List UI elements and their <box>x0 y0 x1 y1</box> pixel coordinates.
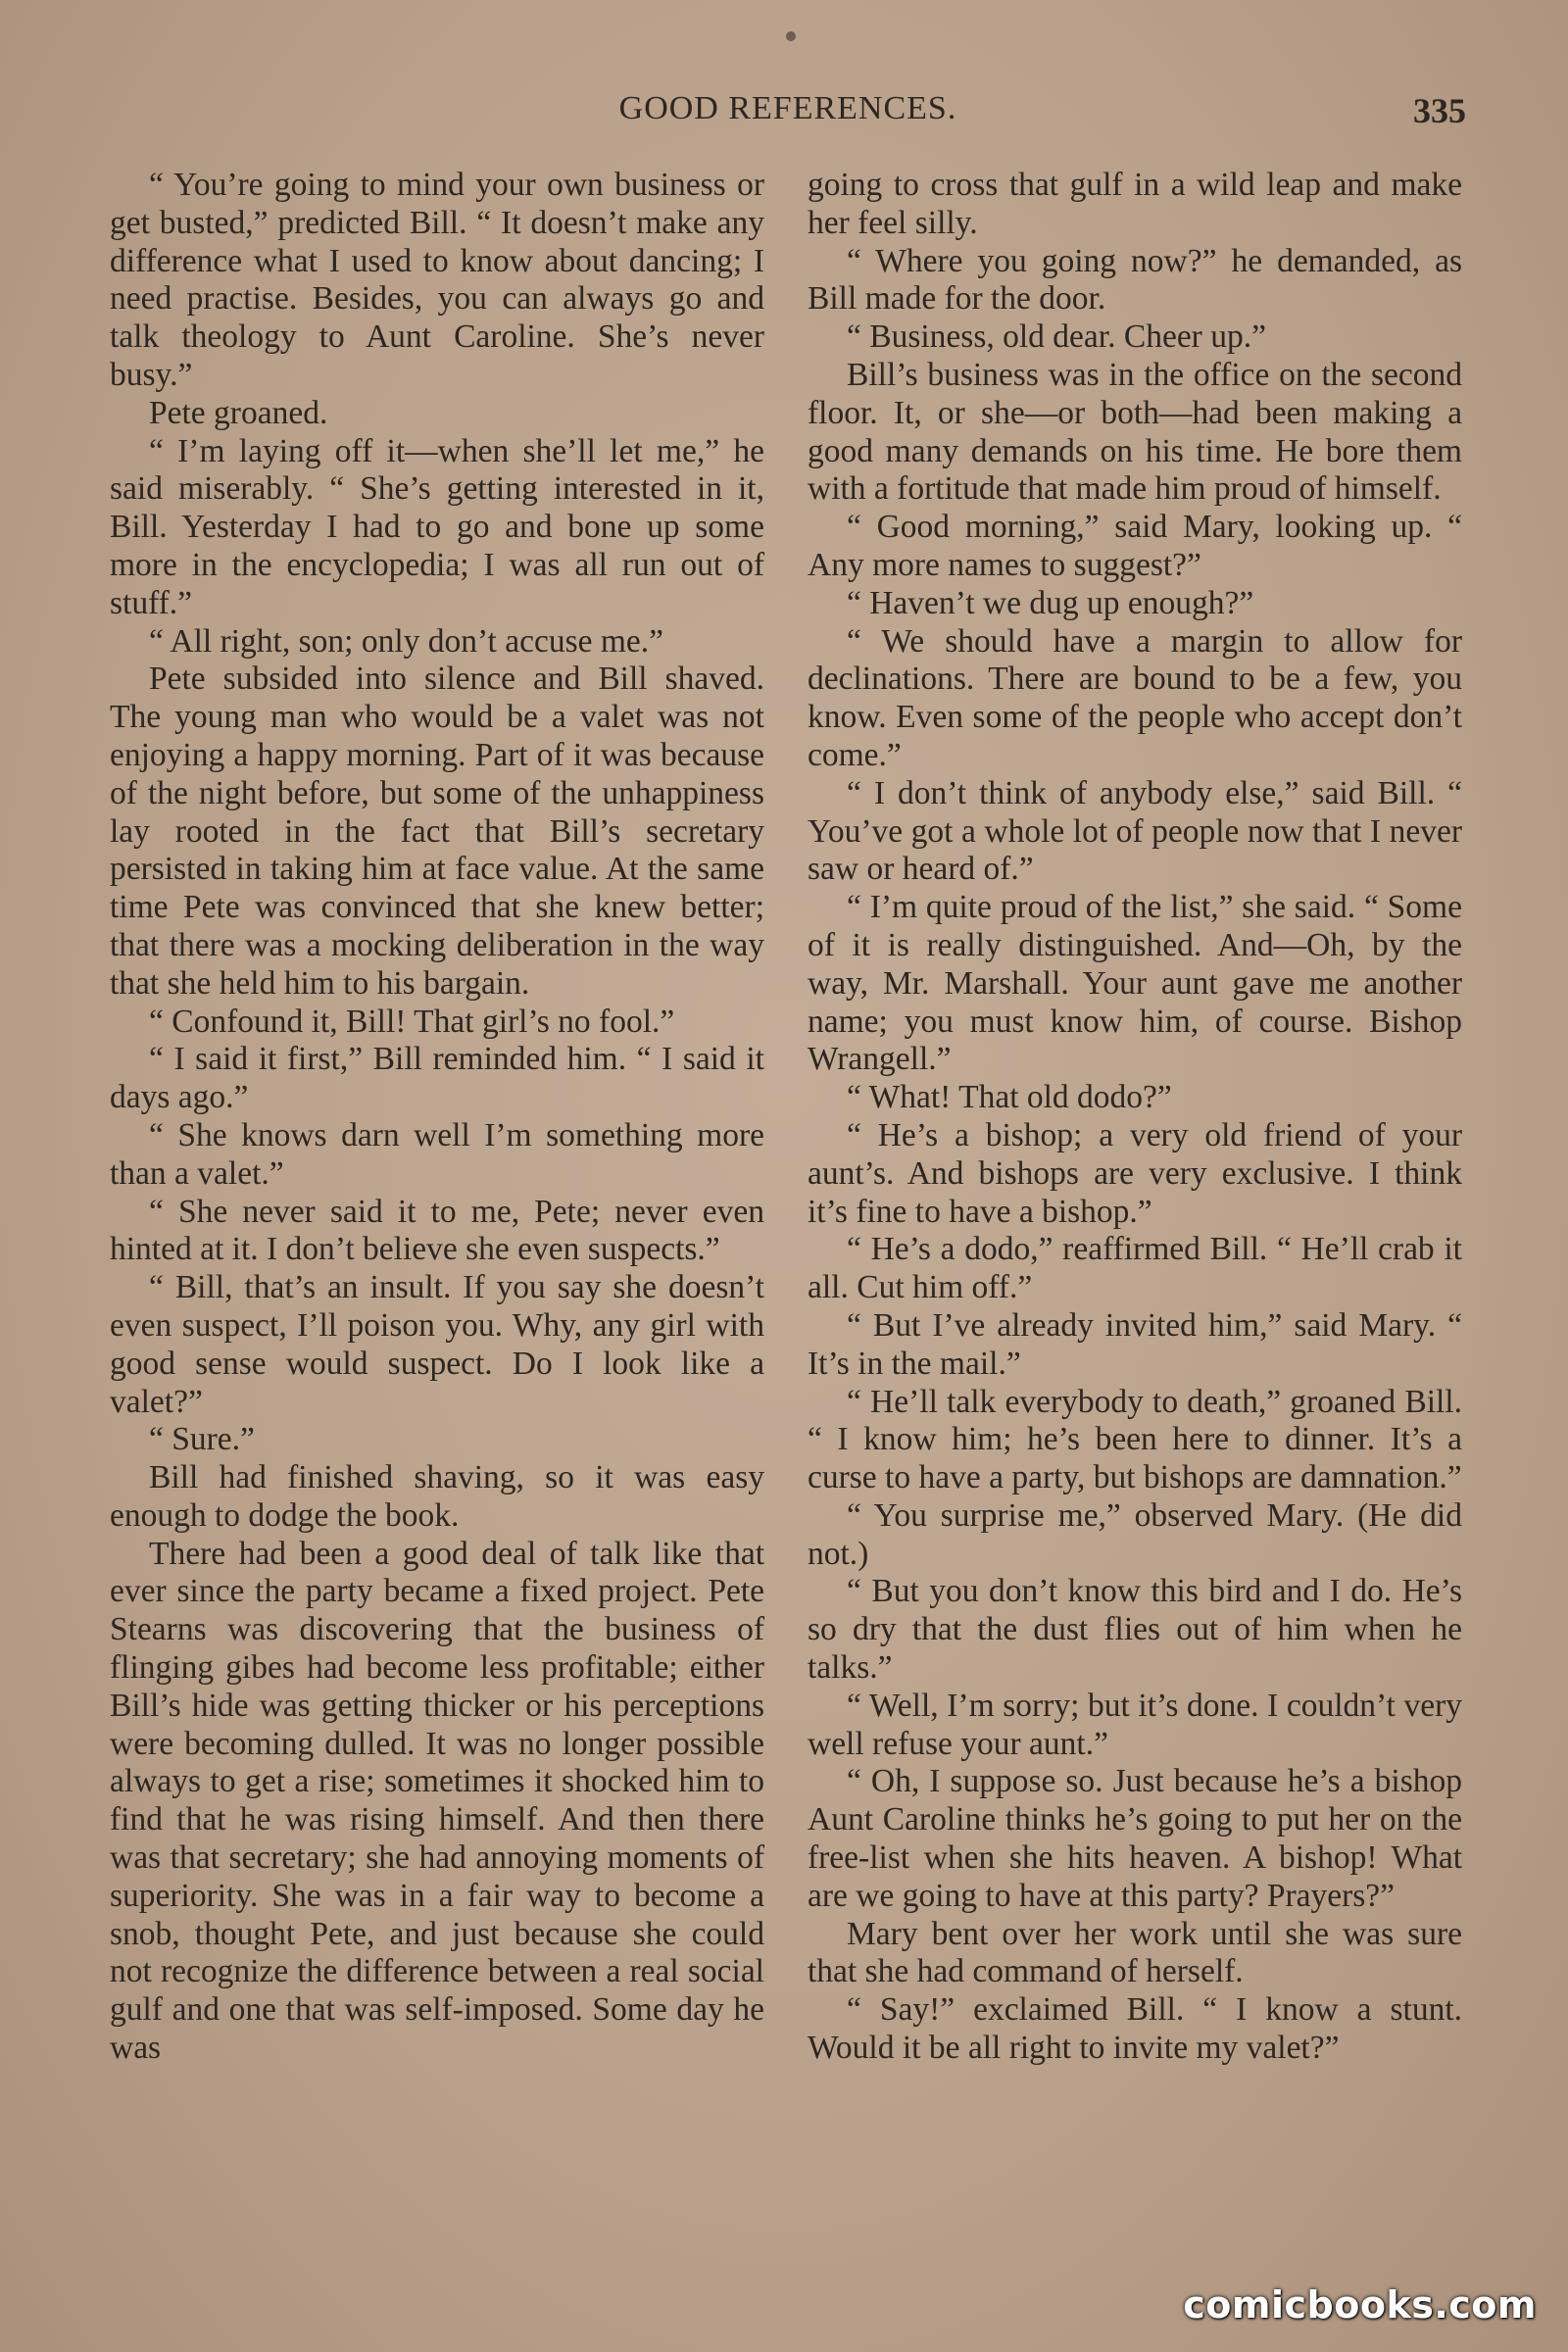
paragraph: “ She knows darn well I’m something more than a valet.” <box>110 1116 764 1192</box>
paragraph: “ Well, I’m sorry; but it’s done. I couldn’t very well refuse your aunt.” <box>808 1687 1462 1762</box>
paragraph: “ He’s a bishop; a very old friend of your aunt’s. And bishops are very exclusive. I think it’s fine to have a bishop.” <box>808 1116 1462 1230</box>
paragraph: Bill’s business was in the office on the second floor. It, or she—or both—had been making a good many demands on his time. He bore them with a fortitude that made him proud of himself. <box>808 356 1462 508</box>
paragraph: “ Sure.” <box>149 1421 255 1458</box>
paragraph: “ Business, old dear. Cheer up.” <box>847 318 1266 356</box>
paragraph: “ I said it first,” Bill reminded him. “ I said it days ago.” <box>110 1041 764 1116</box>
paragraph: “ Bill, that’s an insult. If you say she doesn’t even suspect, I’ll poison you. Why, any girl with good sense would suspect. Do I look like a valet?” <box>110 1269 764 1420</box>
paragraph: “ I’m quite proud of the list,” she said. “ Some of it is really distinguished. And—Oh, by the way, Mr. Marshall. Your aunt gave me another name; you must know him, of course. Bishop Wrangell.” <box>808 889 1462 1078</box>
paragraph: “ We should have a margin to allow for declinations. There are bound to be a few, you know. Even some of the people who accept don’t come.” <box>808 622 1462 773</box>
paragraph: “ She never said it to me, Pete; never even hinted at it. I don’t believe she even suspects.” <box>110 1193 764 1268</box>
paragraph: Bill had finished shaving, so it was easy enough to dodge the book. <box>110 1459 764 1534</box>
paragraph: “ But I’ve already invited him,” said Mary. “ It’s in the mail.” <box>808 1306 1462 1382</box>
paragraph: “ Haven’t we dug up enough?” <box>847 584 1254 621</box>
running-title: GOOD REFERENCES. <box>618 90 957 126</box>
paragraph: “ I’m laying off it—when she’ll let me,” he said miserably. “ She’s getting interested in it, Bill. Yesterday I had to go and bone up some more in the encyclopedia; I was all run out of stuff.” <box>110 432 764 621</box>
paragraph: “ Where you going now?” he demanded, as Bill made for the door. <box>808 242 1462 318</box>
paragraph: There had been a good deal of talk like that ever since the party became a fixed project. Pete Stearns was discovering that the business of flinging gibes had become less profitable; either Bill’s hide was getting thicker or his perceptions were becoming dulled. It was no longer possible always to get a rise; sometimes it shocked him to find that he was rising himself. And then there was that secretary; she had annoying moments of superiority. She was in a fair way to become a snob, thought Pete, and just because she could not recognize the difference between a real social gulf and one that was self-imposed. Some day he was <box>110 1535 764 2067</box>
page-number: 335 <box>1413 91 1466 130</box>
paragraph: “ But you don’t know this bird and I do. He’s so dry that the dust flies out of him when he talks.” <box>808 1573 1462 1687</box>
left-text-column <box>110 167 764 2068</box>
paragraph: going to cross that gulf in a wild leap and make her feel silly. <box>808 167 1462 241</box>
paragraph: Mary bent over her work until she was sure that she had command of herself. <box>808 1915 1462 1990</box>
paragraph: “ I don’t think of anybody else,” said Bill. “ You’ve got a whole lot of people now that I never saw or heard of.” <box>808 774 1462 888</box>
paragraph: “ He’s a dodo,” reaffirmed Bill. “ He’ll crab it all. Cut him off.” <box>808 1231 1462 1306</box>
paragraph: Pete groaned. <box>149 394 328 431</box>
paragraph: Pete subsided into silence and Bill shaved. The young man who would be a valet was not enjoying a happy morning. Part of it was because of the night before, but some of the unhappiness lay rooted in the fact that Bill’s secretary persisted in taking him at face value. At the same time Pete was convinced that she knew better; that there was a mocking deliberation in the way that she held him to his bargain. <box>110 661 764 1002</box>
paragraph: “ Oh, I suppose so. Just because he’s a bishop Aunt Caroline thinks he’s going to put her on the free-list when she hits heaven. A bishop! What are we going to have at this party? Prayers?” <box>808 1763 1462 1914</box>
watermark-text: comicbooks.com <box>1183 2283 1537 2327</box>
paragraph: “ Good morning,” said Mary, looking up. “ Any more names to suggest?” <box>808 509 1462 583</box>
paragraph: “ He’ll talk everybody to death,” groaned Bill. “ I know him; he’s been here to dinner. It’s a curse to have a party, but bishops are damnation.” <box>808 1383 1462 1496</box>
paragraph: “ You surprise me,” observed Mary. (He did not.) <box>808 1496 1462 1572</box>
paragraph: “ You’re going to mind your own business or get busted,” predicted Bill. “ It doesn’t make any difference what I used to know about dancing; I need practise. Besides, you can always go and talk theology to Aunt Caroline. She’s never busy.” <box>110 167 764 393</box>
print-speck <box>786 31 796 41</box>
paragraph: “ Confound it, Bill! That girl’s no fool.” <box>149 1003 675 1040</box>
paragraph: “ What! That old dodo?” <box>847 1079 1172 1116</box>
paragraph: “ Say!” exclaimed Bill. “ I know a stunt. Would it be all right to invite my valet?” <box>808 1991 1462 2067</box>
page-header <box>110 90 1466 139</box>
right-text-column <box>808 167 1462 2068</box>
paragraph: “ All right, son; only don’t accuse me.” <box>149 622 664 660</box>
